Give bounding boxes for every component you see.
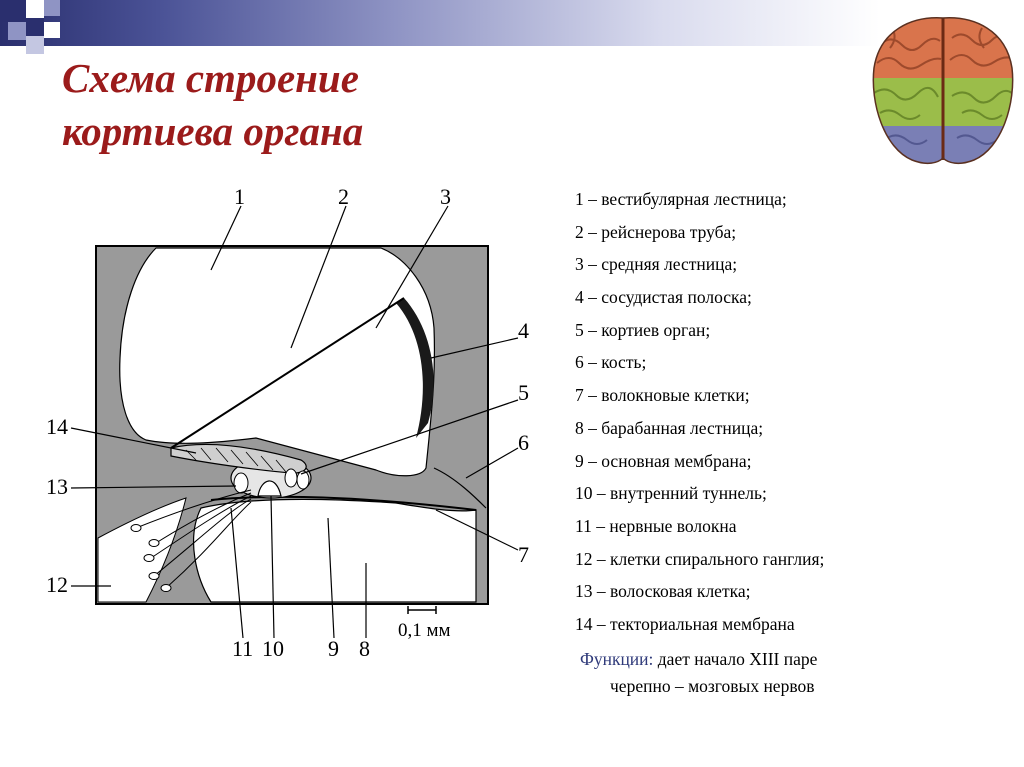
legend-item: 13 – волосковая клетка;	[575, 581, 751, 602]
header-gradient-bar	[0, 0, 880, 46]
diagram-label-10: 10	[262, 636, 284, 661]
legend-item: 8 – барабанная лестница;	[575, 417, 764, 438]
brain-illustration	[862, 8, 1024, 170]
decor-square	[26, 0, 44, 18]
diagram-label-8: 8	[359, 636, 370, 661]
functions-label: Функции:	[580, 649, 654, 669]
legend-item: 2 – рейснерова труба;	[575, 221, 737, 242]
decor-square	[44, 0, 60, 16]
hair-cell	[285, 469, 297, 487]
legend-item: 11 – нервные волокна	[575, 515, 737, 536]
hair-cell	[234, 473, 248, 493]
decor-square	[0, 0, 26, 22]
legend-item: 5 – кортиев орган;	[575, 319, 711, 340]
diagram-label-1: 1	[234, 184, 245, 209]
decor-square	[26, 36, 44, 54]
scala-tympani	[194, 499, 476, 602]
legend-item: 9 – основная мембрана;	[575, 450, 752, 471]
legend-item: 10 – внутренний туннель;	[575, 483, 767, 504]
title-line-1: Схема строение	[62, 55, 359, 101]
title-line-2: кортиева органа	[62, 108, 364, 155]
legend-list	[575, 183, 1015, 641]
slide-title	[62, 52, 582, 159]
diagram-label-6: 6	[518, 430, 529, 455]
scala-vestibuli	[120, 248, 435, 476]
functions-note	[580, 646, 1020, 700]
diagram-label-4: 4	[518, 318, 529, 343]
diagram-label-3: 3	[440, 184, 451, 209]
scale-label: 0,1 мм	[398, 620, 451, 641]
diagram-label-12: 12	[46, 572, 68, 597]
legend-item: 14 – текториальная мембрана	[575, 613, 795, 634]
diagram-label-9: 9	[328, 636, 339, 661]
functions-text-1: дает начало XIII паре	[653, 649, 818, 669]
diagram-label-5: 5	[518, 380, 529, 405]
legend-item: 3 – средняя лестница;	[575, 254, 738, 275]
organ-of-corti-diagram	[36, 178, 556, 718]
legend-item: 7 – волокновые клетки;	[575, 385, 750, 406]
decor-square	[26, 18, 44, 36]
diagram-label-14: 14	[46, 414, 68, 439]
diagram-label-7: 7	[518, 542, 529, 567]
legend-item: 1 – вестибулярная лестница;	[575, 189, 787, 209]
decor-square	[44, 22, 60, 38]
diagram-label-13: 13	[46, 474, 68, 499]
legend-item: 4 – сосудистая полоска;	[575, 287, 752, 308]
legend-item: 12 – клетки спирального ганглия;	[575, 548, 825, 569]
diagram-label-2: 2	[338, 184, 349, 209]
decor-square	[8, 22, 26, 40]
legend-item: 6 – кость;	[575, 352, 647, 373]
diagram-label-11: 11	[232, 636, 254, 661]
functions-text-2: черепно – мозговых нервов	[610, 676, 815, 697]
